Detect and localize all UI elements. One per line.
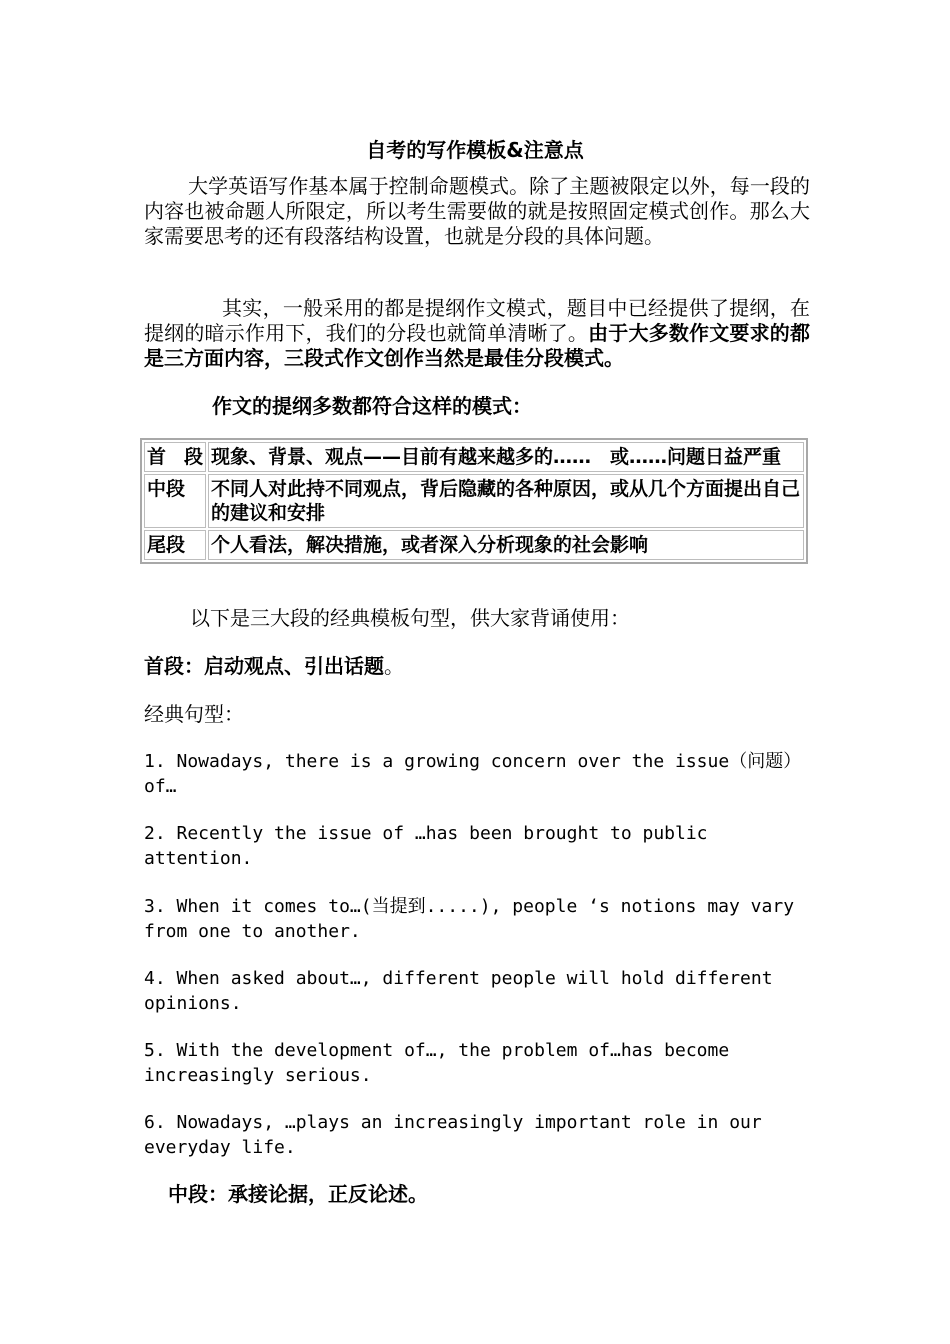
sentence-item: 4. When asked about…, different people will hold different opinions. xyxy=(144,968,773,1014)
sentence-item: 5. With the development of…, the problem of…has become increasingly serious. xyxy=(144,1040,730,1086)
row-label-middle: 中段 xyxy=(144,474,206,528)
row-label-last: 尾段 xyxy=(144,530,206,560)
document-title: 自考的写作模板&注意点 xyxy=(366,138,584,162)
first-section-heading xyxy=(144,654,404,679)
structure-paragraph xyxy=(144,296,810,371)
templates-intro: 以下是三大段的经典模板句型，供大家背诵使用： xyxy=(190,606,630,630)
intro-paragraph: 大学英语写作基本属于控制命题模式。除了主题被限定以外，每一段的内容也被命题人所限定，所以考生需要做的就是按照固定模式创作。那么大家需要思考的还有段落结构设置，也就是分段的具体问题。 xyxy=(144,174,810,248)
structure-paragraph-emphasis: 由于大多数作文要求的都是三方面内容，三段式作文创作当然是最佳分段模式。 xyxy=(144,321,810,370)
structure-paragraph-text: 其实，一般采用的都是提纲作文模式，题目中已经提供了提纲，在提纲的暗示作用下，我们的分段也就简单清晰了。 xyxy=(144,296,810,345)
first-section-title: 首段：启动观点、引出话题 xyxy=(144,654,384,678)
middle-section-heading: 中段：承接论据，正反论述。 xyxy=(168,1182,428,1206)
sentence-item: 2. Recently the issue of …has been brought to public attention. xyxy=(144,823,708,869)
outline-heading: 作文的提纲多数都符合这样的模式： xyxy=(212,394,532,418)
row-content-last: 个人看法，解决措施，或者深入分析现象的社会影响 xyxy=(208,530,804,560)
table-row xyxy=(144,442,804,472)
first-section-period: 。 xyxy=(384,654,404,678)
row-label-first: 首段 xyxy=(144,442,206,472)
outline-table xyxy=(140,438,808,564)
row-content-middle: 不同人对此持不同观点，背后隐藏的各种原因，或从几个方面提出自己的建议和安排 xyxy=(208,474,804,528)
table-row xyxy=(144,474,804,528)
table-row xyxy=(144,530,804,560)
row-content-first: 现象、背景、观点——目前有越来越多的…… 或……问题日益严重 xyxy=(208,442,804,472)
sentence-item: 6. Nowadays, …plays an increasingly important role in our everyday life. xyxy=(144,1112,762,1158)
classic-sentences-label: 经典句型： xyxy=(144,702,244,726)
sentence-item: 3. When it comes to…(当提到.....), people ‘s notions may vary from one to another. xyxy=(144,896,795,942)
sentence-item: 1. Nowadays, there is a growing concern over the issue（问题）of… xyxy=(144,751,802,797)
